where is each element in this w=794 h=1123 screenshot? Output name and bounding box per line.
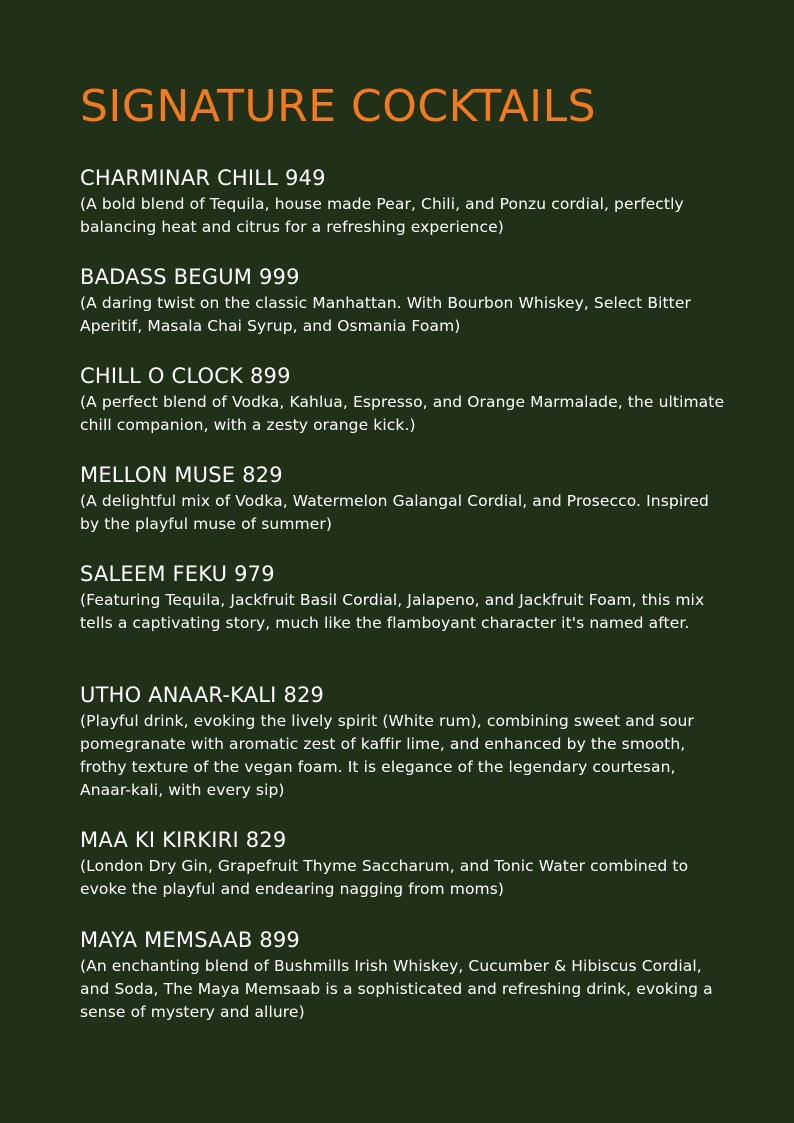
menu-item-name: SALEEM FEKU 979: [80, 562, 275, 586]
menu-item-description: (A delightful mix of Vodka, Watermelon Galangal Cordial, and Prosecco. Inspired by the playful muse of summer): [80, 492, 709, 533]
menu-item-name: BADASS BEGUM 999: [80, 265, 300, 289]
menu-item-maa-ki-kirkiri: [80, 826, 730, 901]
menu-item-charminar-chill: [80, 164, 730, 239]
menu-item-description: (Featuring Tequila, Jackfruit Basil Cordial, Jalapeno, and Jackfruit Foam, this mix tells a captivating story, much like the flamboyant character it's named after.: [80, 591, 705, 632]
menu-item-description: (Playful drink, evoking the lively spirit (White rum), combining sweet and sour pomegranate with aromatic zest of kaffir lime, and enhanced by the smooth, frothy texture of the vegan foam. It is elegance of the legendary courtesan, Anaar-kali, with every sip): [80, 712, 694, 799]
menu-item-mellon-muse: [80, 461, 730, 536]
menu-item-name: CHARMINAR CHILL 949: [80, 166, 326, 190]
menu-item-maya-memsaab: [80, 926, 730, 1024]
menu-item-description: (A bold blend of Tequila, house made Pear, Chili, and Ponzu cordial, perfectly balancing heat and citrus for a refreshing experience): [80, 195, 684, 236]
menu-item-name: MAYA MEMSAAB 899: [80, 928, 300, 952]
menu-item-name: MELLON MUSE 829: [80, 463, 283, 487]
menu-item-name: CHILL O CLOCK 899: [80, 364, 291, 388]
menu-item-description: (A daring twist on the classic Manhattan. With Bourbon Whiskey, Select Bitter Aperitif, Masala Chai Syrup, and Osmania Foam): [80, 294, 691, 335]
menu-item-name: MAA KI KIRKIRI 829: [80, 828, 287, 852]
menu-item-description: (An enchanting blend of Bushmills Irish Whiskey, Cucumber & Hibiscus Cordial, and Soda, The Maya Memsaab is a sophisticated and refreshing drink, evoking a sense of mystery and allure): [80, 957, 713, 1021]
menu-item-utho-anaar-kali: [80, 681, 730, 802]
menu-title: SIGNATURE COCKTAILS: [80, 81, 597, 132]
menu-item-chill-o-clock: [80, 362, 730, 437]
menu-item-description: (A perfect blend of Vodka, Kahlua, Espresso, and Orange Marmalade, the ultimate chill companion, with a zesty orange kick.): [80, 393, 725, 434]
menu-item-badass-begum: [80, 263, 730, 338]
menu-item-saleem-feku: [80, 560, 730, 635]
menu-item-name: UTHO ANAAR-KALI 829: [80, 683, 325, 707]
menu-item-description: (London Dry Gin, Grapefruit Thyme Saccharum, and Tonic Water combined to evoke the playful and endearing nagging from moms): [80, 857, 689, 898]
